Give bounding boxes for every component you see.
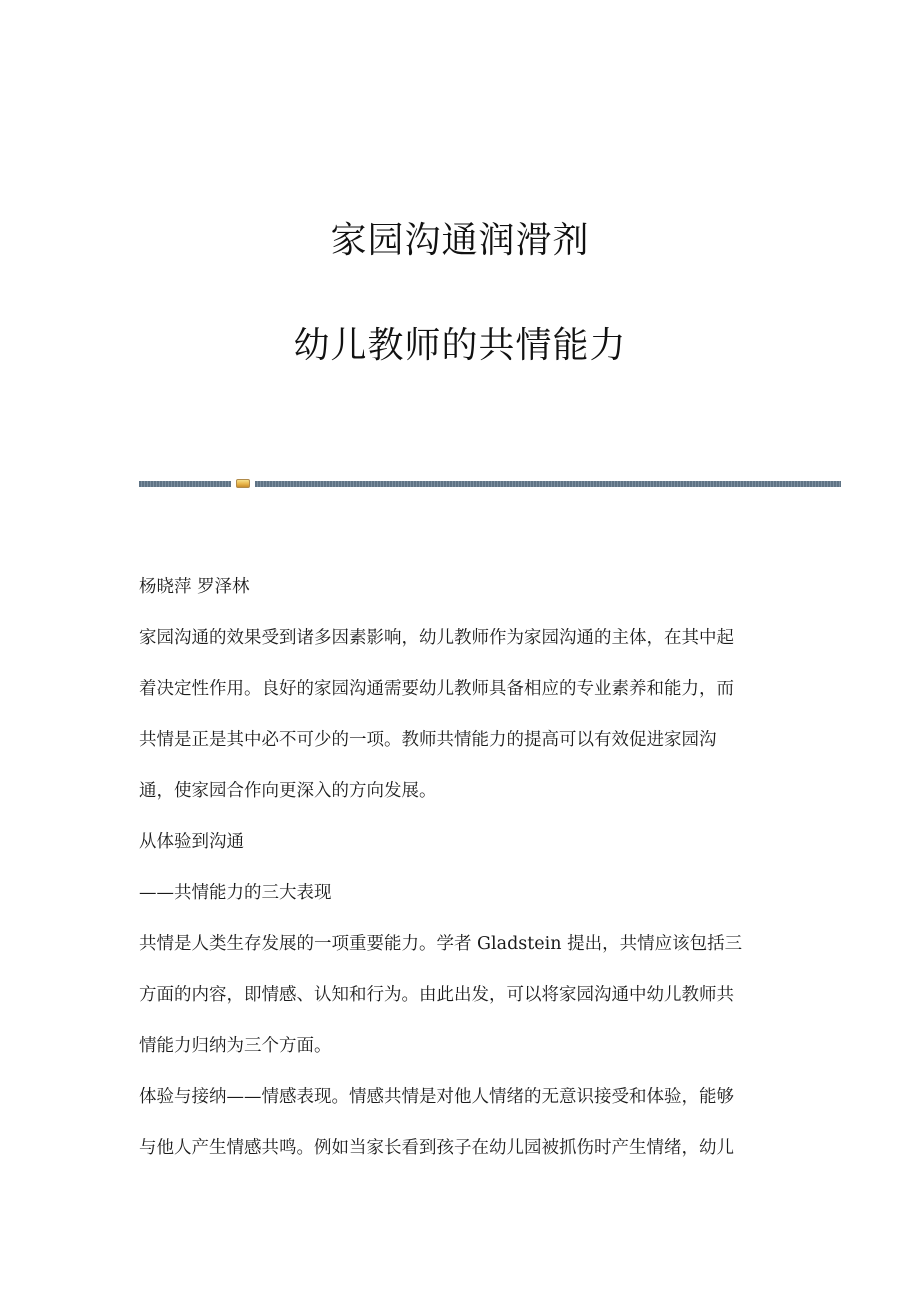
paragraph-line: 通，使家园合作向更深入的方向发展。 — [139, 781, 437, 801]
paragraph-line: 共情是正是其中必不可少的一项。教师共情能力的提高可以有效促进家园沟 — [139, 730, 717, 750]
authors-line: 杨晓萍 罗泽林 — [139, 577, 250, 597]
paragraph-line: 家园沟通的效果受到诸多因素影响，幼儿教师作为家园沟通的主体，在其中起 — [139, 628, 734, 648]
divider-bar-left — [139, 481, 231, 487]
document-subtitle: 幼儿教师的共情能力 — [293, 325, 627, 366]
paragraph-line: 体验与接纳——情感表现。情感共情是对他人情绪的无意识接受和体验，能够 — [139, 1087, 734, 1107]
paragraph-line: 方面的内容，即情感、认知和行为。由此出发，可以将家园沟通中幼儿教师共 — [139, 985, 734, 1005]
body-paragraph-3 — [139, 1072, 779, 1174]
paragraph-line: 与他人产生情感共鸣。例如当家长看到孩子在幼儿园被抓伤时产生情绪，幼儿 — [139, 1138, 734, 1158]
document-body — [139, 562, 779, 1174]
divider-ornament-icon — [236, 479, 250, 488]
section-subheading: ——共情能力的三大表现 — [139, 883, 332, 903]
paragraph-line: 着决定性作用。良好的家园沟通需要幼儿教师具备相应的专业素养和能力，而 — [139, 679, 734, 699]
divider-bar-right — [255, 481, 841, 487]
section-heading: 从体验到沟通 — [139, 832, 244, 852]
paragraph-line: 共情是人类生存发展的一项重要能力。学者 Gladstein 提出，共情应该包括三 — [139, 934, 743, 954]
intro-paragraph — [139, 613, 779, 817]
decorative-divider — [139, 479, 841, 488]
paragraph-line: 情能力归纳为三个方面。 — [139, 1036, 332, 1056]
document-title: 家园沟通润滑剂 — [330, 220, 590, 261]
body-paragraph-2 — [139, 919, 779, 1072]
